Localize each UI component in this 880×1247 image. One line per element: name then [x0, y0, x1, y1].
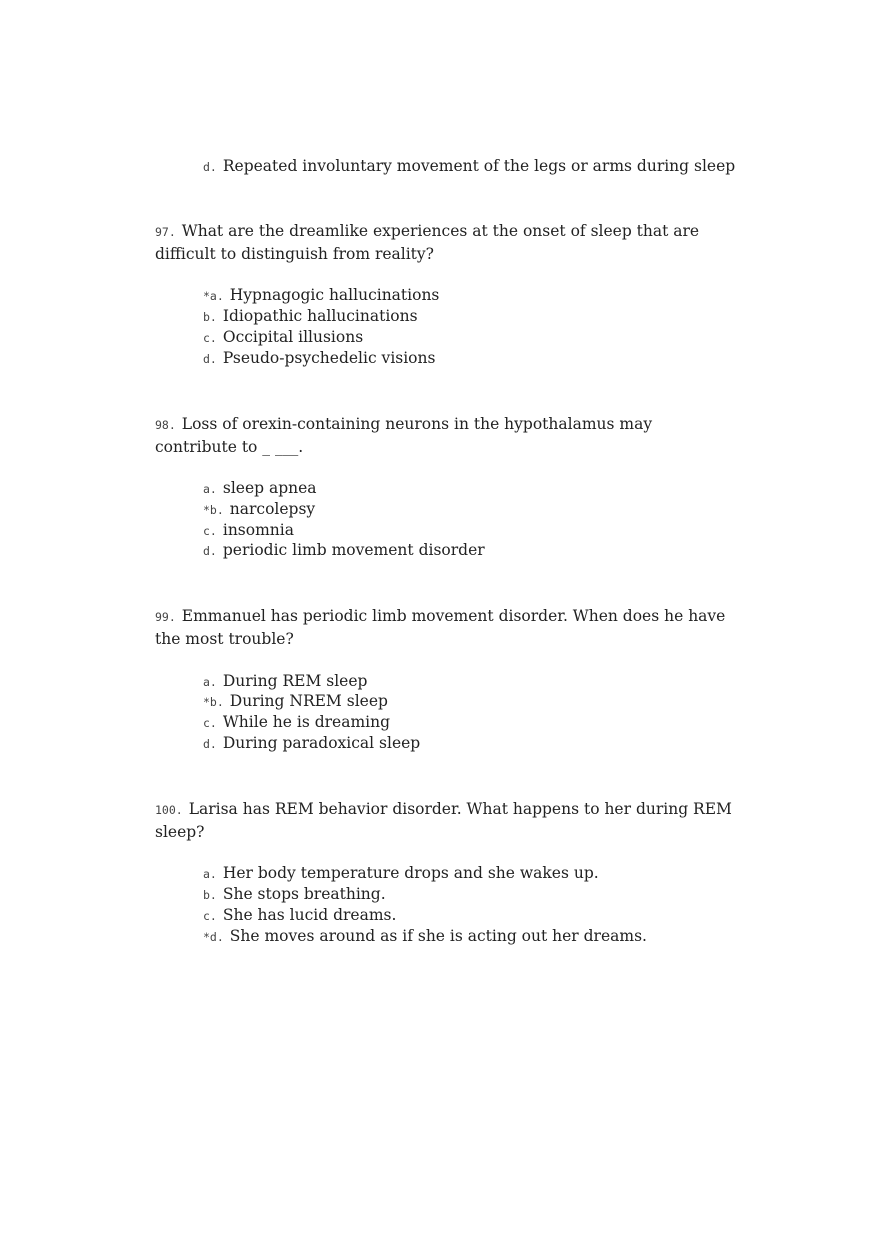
option-marker: d.	[203, 737, 217, 751]
option-d	[203, 540, 485, 562]
question-text: Larisa has REM behavior disorder. What happens to her during REM sleep?	[155, 800, 732, 841]
option-marker: a.	[203, 482, 217, 496]
option-text: Idiopathic hallucinations	[222, 307, 418, 325]
option-b	[203, 306, 418, 328]
question-number: 100.	[155, 803, 183, 817]
option-marker: d.	[203, 352, 217, 366]
option-marker: *d.	[203, 930, 224, 944]
question-99	[155, 605, 735, 650]
question-text: Emmanuel has periodic limb movement disorder. When does he have the most trouble?	[155, 607, 726, 648]
option-a	[203, 478, 317, 500]
option-text: Occipital illusions	[222, 328, 364, 346]
option-text: She stops breathing.	[222, 885, 386, 903]
option-d	[203, 156, 735, 178]
option-b	[203, 884, 386, 906]
option-text: narcolepsy	[229, 500, 316, 518]
option-text: During REM sleep	[222, 672, 368, 690]
option-marker: c.	[203, 716, 217, 730]
option-marker: b.	[203, 310, 217, 324]
option-text: During paradoxical sleep	[222, 734, 421, 752]
option-b	[203, 691, 388, 713]
question-number: 97.	[155, 225, 176, 239]
option-text: sleep apnea	[222, 479, 317, 497]
option-text: Pseudo-psychedelic visions	[222, 349, 436, 367]
option-text: Hypnagogic hallucinations	[229, 286, 440, 304]
option-marker: c.	[203, 524, 217, 538]
option-marker: d.	[203, 544, 217, 558]
option-text: Repeated involuntary movement of the legs or arms during sleep	[222, 157, 736, 175]
option-d	[203, 926, 647, 948]
option-a	[203, 671, 367, 693]
option-marker: *b.	[203, 503, 224, 517]
question-number: 99.	[155, 610, 176, 624]
option-marker: b.	[203, 888, 217, 902]
option-marker: *b.	[203, 695, 224, 709]
option-a	[203, 863, 599, 885]
option-b	[203, 499, 315, 521]
option-c	[203, 712, 390, 734]
option-marker: *a.	[203, 289, 224, 303]
option-marker: c.	[203, 909, 217, 923]
option-marker: d.	[203, 160, 217, 174]
option-marker: a.	[203, 675, 217, 689]
option-marker: a.	[203, 867, 217, 881]
option-text: periodic limb movement disorder	[222, 541, 485, 559]
option-text: She has lucid dreams.	[222, 906, 397, 924]
option-c	[203, 905, 396, 927]
option-text: Her body temperature drops and she wakes up.	[222, 864, 599, 882]
option-text: She moves around as if she is acting out her dreams.	[229, 927, 647, 945]
option-c	[203, 327, 363, 349]
question-97	[155, 220, 735, 265]
option-a	[203, 285, 439, 307]
question-100	[155, 798, 735, 843]
option-d	[203, 733, 420, 755]
question-text: What are the dreamlike experiences at the onset of sleep that are difficult to distinguish from reality?	[155, 222, 700, 263]
option-marker: c.	[203, 331, 217, 345]
option-text: During NREM sleep	[229, 692, 388, 710]
option-c	[203, 520, 294, 542]
option-text: While he is dreaming	[222, 713, 391, 731]
option-text: insomnia	[222, 521, 294, 539]
option-d	[203, 348, 435, 370]
question-98	[155, 413, 735, 458]
question-number: 98.	[155, 418, 176, 432]
question-text: Loss of orexin-containing neurons in the hypothalamus may contribute to _ ___.	[155, 415, 653, 456]
